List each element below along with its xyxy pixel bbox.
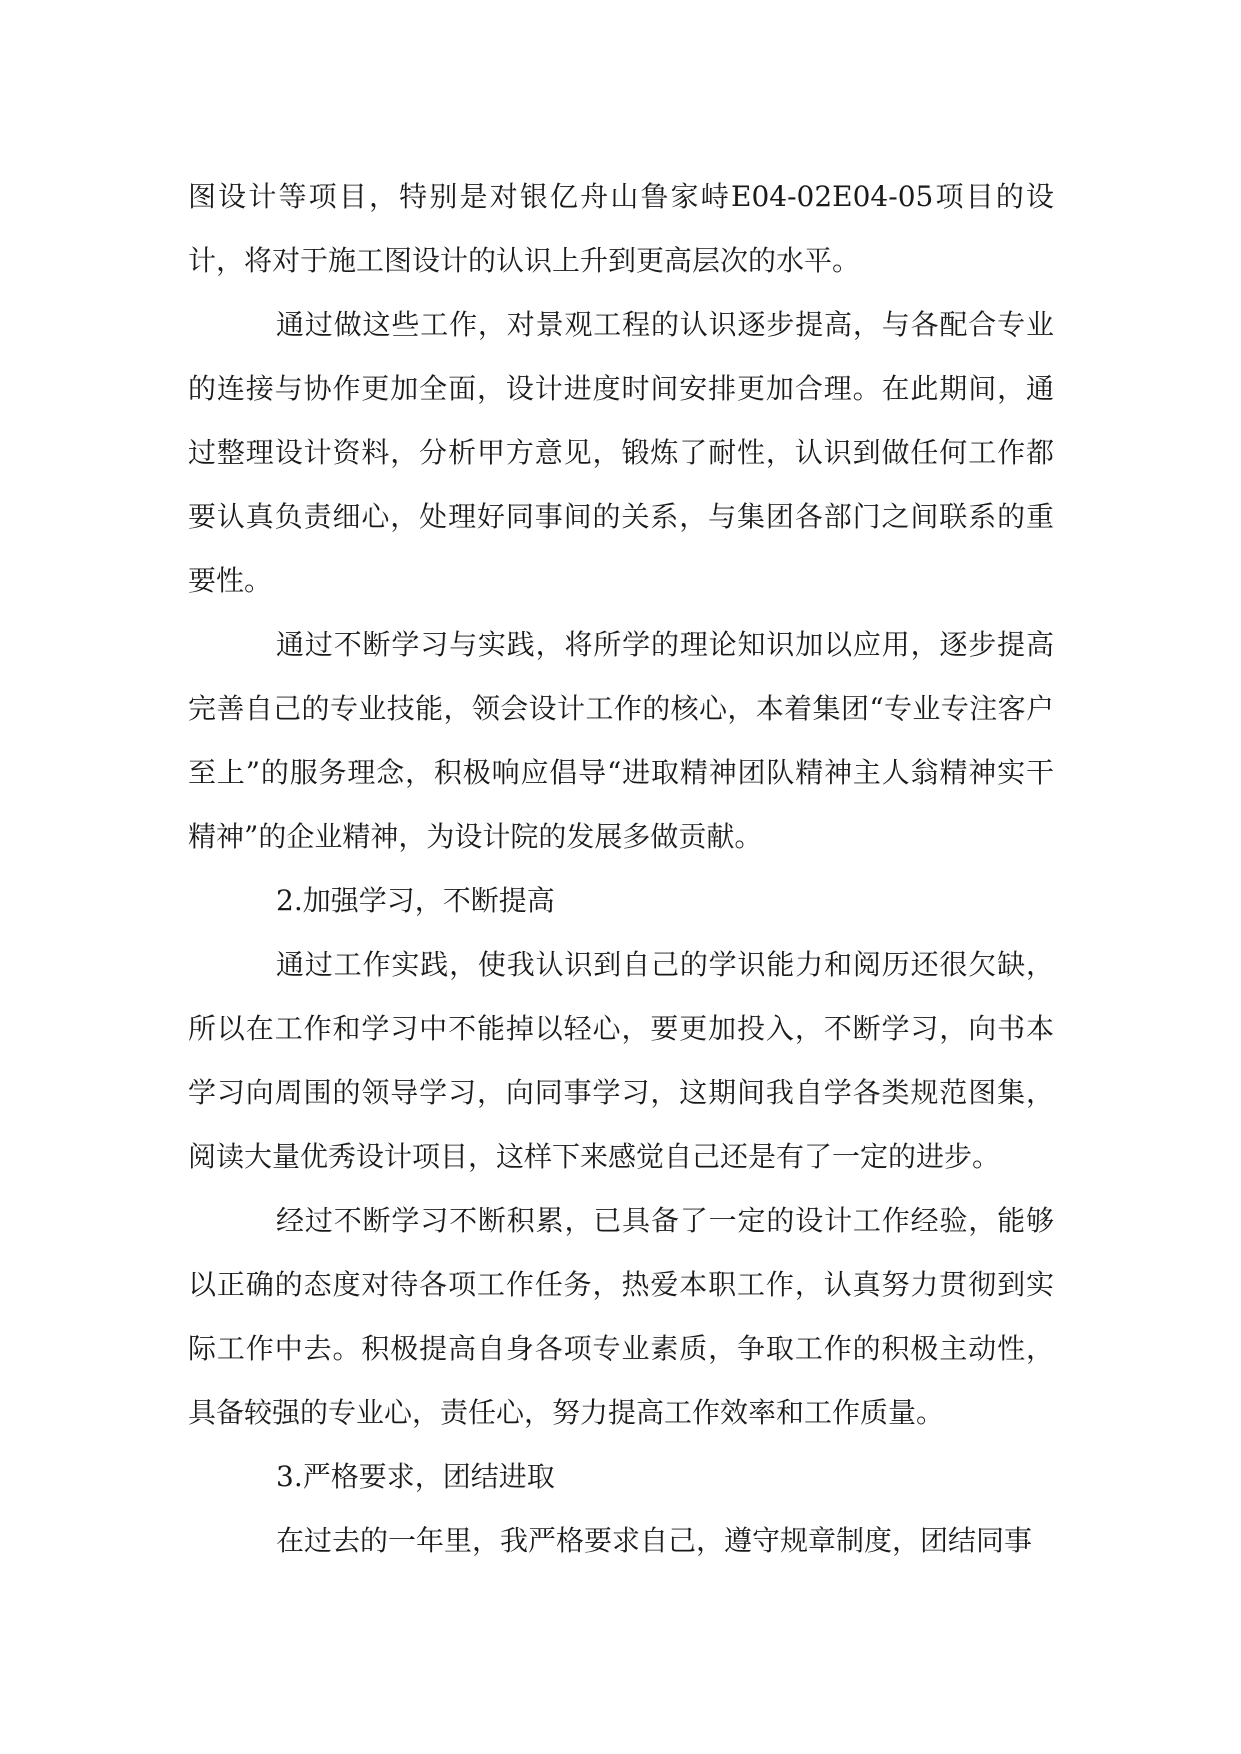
section-heading-2: 2.加强学习，不断提高 [276,884,555,917]
paragraph-practice: 通过不断学习与实践，将所学的理论知识加以应用，逐步提高完善自己的专业技能，领会设计工作的核心，本着集团“专业专注客户至上”的服务理念，积极响应倡导“进取精神团队精神主人翁精神实干精神”的企业精神，为设计院的发展多做贡献。 [188,628,1054,853]
paragraph-discipline: 在过去的一年里，我严格要求自己，遵守规章制度，团结同事 [276,1524,1033,1557]
section-heading-3: 3.严格要求，团结进取 [276,1460,555,1493]
document-body [188,165,1054,1573]
paragraph-experience: 经过不断学习不断积累，已具备了一定的设计工作经验，能够以正确的态度对待各项工作任务，热爱本职工作，认真努力贯彻到实际工作中去。积极提高自身各项专业素质，争取工作的积极主动性，具备较强的专业心，责任心，努力提高工作效率和工作质量。 [188,1204,1054,1429]
paragraph-understanding: 通过做这些工作，对景观工程的认识逐步提高，与各配合专业的连接与协作更加全面，设计进度时间安排更加合理。在此期间，通过整理设计资料，分析甲方意见，锻炼了耐性，认识到做任何工作都要认真负责细心，处理好同事间的关系，与集团各部门之间联系的重要性。 [188,308,1054,597]
paragraph-learning: 通过工作实践，使我认识到自己的学识能力和阅历还很欠缺，所以在工作和学习中不能掉以轻心，要更加投入，不断学习，向书本学习向周围的领导学习，向同事学习，这期间我自学各类规范图集，阅读大量优秀设计项目，这样下来感觉自己还是有了一定的进步。 [188,948,1054,1173]
paragraph-continuation: 图设计等项目，特别是对银亿舟山鲁家峙E04-02E04-05项目的设计，将对于施工图设计的认识上升到更高层次的水平。 [188,180,1054,277]
